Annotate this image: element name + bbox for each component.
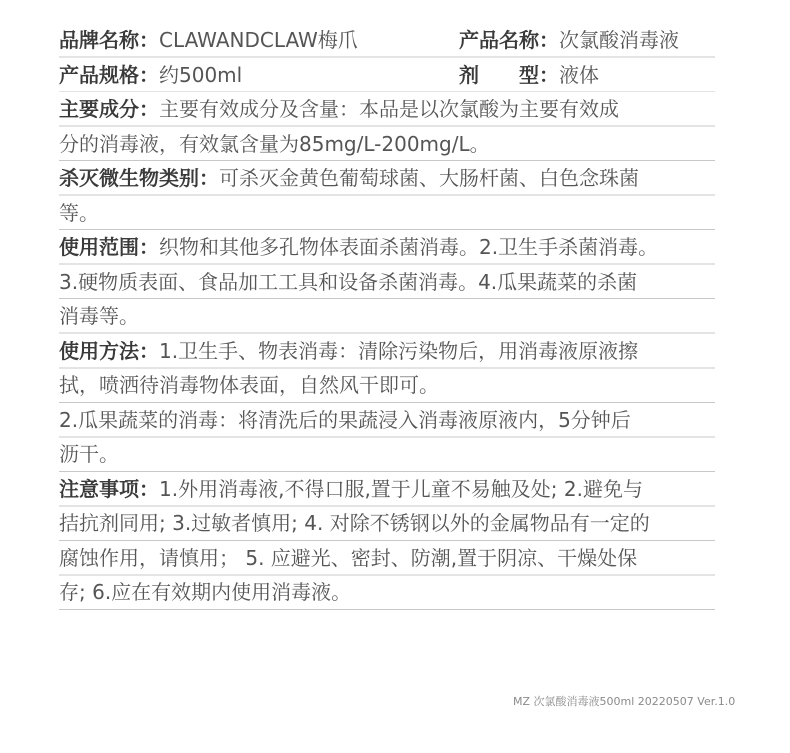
scope-label: 使用范围： [59,235,159,259]
product-name-cell [459,23,679,58]
spec-row-notes [59,472,715,610]
microbes-text-1: 可杀灭金黄色葡萄球菌、大肠杆菌、白色念珠菌 [219,166,639,190]
product-spec-table [59,23,715,610]
method-line-1 [59,334,715,369]
microbes-text-2: 等。 [59,200,99,225]
scope-text-2: 3.硬物质表面、食品加工工具和设备杀菌消毒。4.瓜果蔬菜的杀菌 [59,269,638,294]
scope-line-1 [59,230,715,265]
spec-row-brand [59,23,715,58]
spec-row-scope [59,230,715,334]
notes-text-2: 拮抗剂同用; 3.过敏者慎用; 4. 对除不锈钢以外的金属物品有一定的 [59,511,650,535]
product-name-value: 次氯酸消毒液 [559,28,679,52]
method-label: 使用方法： [59,338,159,363]
microbes-line-1 [59,161,715,196]
method-text-1: 1.卫生手、物表消毒：清除污染物后，用消毒液原液擦 [159,338,639,363]
scope-text-1: 织物和其他多孔物体表面杀菌消毒。2.卫生手杀菌消毒。 [159,235,659,259]
ingredients-line-1 [59,92,715,127]
spec-row-size [59,58,715,93]
method-text-2: 拭，喷洒待消毒物体表面，自然风干即可。 [59,373,439,397]
notes-text-3: 腐蚀作用，请慎用； 5. 应避光、密封、防潮,置于阴凉、干燥处保 [59,545,638,570]
notes-label: 注意事项： [59,476,159,501]
ingredients-text-2: 分的消毒液，有效氯含量为85mg/L-200mg/L。 [59,131,490,156]
product-name-label: 产品名称： [459,28,559,52]
notes-text-1: 1.外用消毒液,不得口服,置于儿童不易触及处; 2.避免与 [159,476,643,501]
form-cell [459,58,599,93]
size-value: 约500ml [159,62,243,87]
microbes-label: 杀灭微生物类别： [59,166,219,190]
ingredients-label: 主要成分： [59,97,159,121]
brand-value: CLAWANDCLAW梅爪 [159,28,358,52]
form-label: 剂 型： [459,62,559,87]
scope-text-3: 消毒等。 [59,304,139,328]
spec-row-microbes [59,161,715,230]
ingredients-text-1: 主要有效成分及含量：本品是以次氯酸为主要有效成 [159,97,619,121]
method-text-4: 沥干。 [59,442,119,466]
notes-line-1 [59,472,715,507]
method-text-3: 2.瓜果蔬菜的消毒：将清洗后的果蔬浸入消毒液原液内，5分钟后 [59,407,631,432]
spec-row-method [59,334,715,472]
notes-text-4: 存; 6.应在有效期内使用消毒液。 [59,580,352,604]
size-label: 产品规格： [59,62,159,87]
version-footer: MZ 次氯酸消毒液500ml 20220507 Ver.1.0 [513,695,736,708]
brand-label: 品牌名称： [59,28,159,52]
spec-row-ingredients [59,92,715,161]
form-value: 液体 [559,62,599,87]
